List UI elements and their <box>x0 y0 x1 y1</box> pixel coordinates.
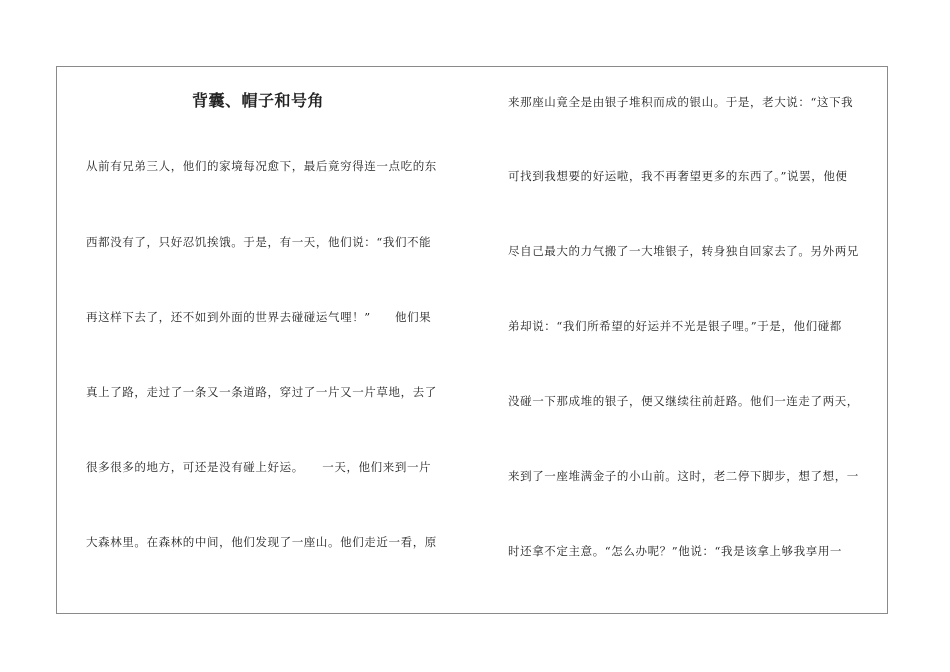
text-line: 很多很多的地方，可还是没有碰上好运。 一天，他们来到一片 <box>86 460 432 474</box>
text-line: 西都没有了，只好忍饥挨饿。于是，有一天，他们说：“我们不能 <box>86 235 432 249</box>
text-line: 大森林里。在森林的中间，他们发现了一座山。他们走近一看，原 <box>86 535 437 549</box>
text-line: 来到了一座堆满金子的小山前。这时，老二停下脚步，想了想，一 <box>508 469 859 483</box>
text-line: 时还拿不定主意。“怎么办呢？”他说：“我是该拿上够我享用一 <box>508 544 843 558</box>
text-line: 没碰一下那成堆的银子，便又继续往前赶路。他们一连走了两天， <box>508 394 859 408</box>
text-line: 再这样下去了，还不如到外面的世界去碰碰运气哩！” 他们果 <box>86 310 432 324</box>
text-line: 从前有兄弟三人，他们的家境每况愈下，最后竟穷得连一点吃的东 <box>86 159 437 173</box>
text-line: 真上了路，走过了一条又一条道路，穿过了一片又一片草地，去了 <box>86 385 437 399</box>
text-line: 可找到我想要的好运啦，我不再奢望更多的东西了。”说罢，他便 <box>508 169 848 183</box>
text-line: 来那座山竟全是由银子堆积而成的银山。于是，老大说：“这下我 <box>508 95 854 109</box>
text-line: 弟却说：“我们所希望的好运并不光是银子哩。”于是，他们碰都 <box>508 319 842 333</box>
document-title: 背囊、帽子和号角 <box>192 91 325 110</box>
text-line: 尽自己最大的力气搬了一大堆银子，转身独自回家去了。另外两兄 <box>508 244 859 258</box>
page-frame <box>56 66 888 614</box>
